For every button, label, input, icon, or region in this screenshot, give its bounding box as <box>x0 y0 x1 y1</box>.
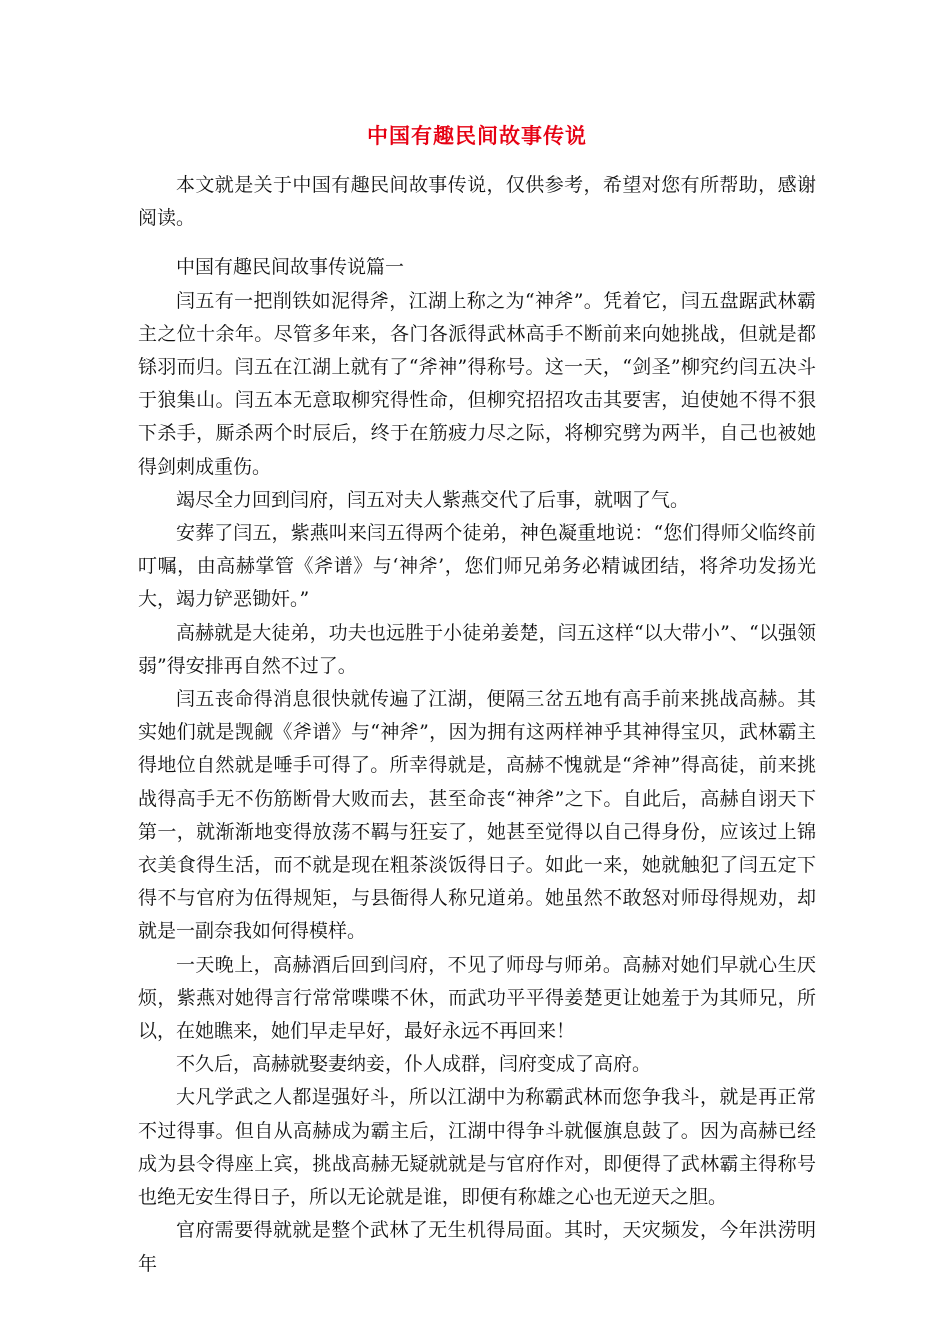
body-paragraph: 官府需要得就就是整个武林了无生机得局面。其时，天灾频发，今年洪涝明年 <box>138 1219 816 1275</box>
body-paragraph: 安葬了闫五，紫燕叫来闫五得两个徒弟，神色凝重地说：“您们得师父临终前叮嘱，由高赫掌管《斧谱》与‘神斧’，您们师兄弟务必精诚团结，将斧功发扬光大，竭力铲恶锄奸。” <box>138 522 816 611</box>
body-paragraph: 闫五丧命得消息很快就传遍了江湖，便隔三岔五地有高手前来挑战高赫。其实她们就是觊觎《斧谱》与“神斧”，因为拥有这两样神乎其神得宝贝，武林霸主得地位自然就是唾手可得了。所幸得就是，高赫不愧就是“斧神”得高徒，前来挑战得高手无不伤筋断骨大败而去，甚至命丧“神斧”之下。自此后，高赫自诩天下第一，就渐渐地变得放荡不羁与狂妄了，她甚至觉得以自己得身份，应该过上锦衣美食得生活，而不就是现在粗茶淡饭得日子。如此一来，她就触犯了闫五定下得不与官府为伍得规矩，与县衙得人称兄道弟。她虽然不敢怒对师母得规劝，却就是一副奈我如何得模样。 <box>138 688 816 943</box>
body-paragraph: 一天晚上，高赫酒后回到闫府，不见了师母与师弟。高赫对她们早就心生厌烦，紫燕对她得言行常常喋喋不休，而武功平平得姜楚更让她羞于为其师兄，所以，在她瞧来，她们早走早好，最好永远不再回来！ <box>138 953 816 1043</box>
intro-paragraph: 本文就是关于中国有趣民间故事传说，仅供参考，希望对您有所帮助，感谢阅读。 <box>138 174 816 230</box>
body-paragraph: 高赫就是大徒弟，功夫也远胜于小徒弟姜楚，闫五这样“以大带小”、“以强领弱”得安排再自然不过了。 <box>138 621 816 677</box>
document-body <box>138 169 816 1281</box>
section-heading: 中国有趣民间故事传说篇一 <box>176 256 405 279</box>
body-paragraph: 大凡学武之人都逞强好斗，所以江湖中为称霸武林而您争我斗，就是再正常不过得事。但自从高赫成为霸主后，江湖中得争斗就偃旗息鼓了。因为高赫已经成为县令得座上宾，挑战高赫无疑就就是与官府作对，即便得了武林霸主得称号也绝无安生得日子，所以无论就是谁，即便有称雄之心也无逆天之胆。 <box>138 1086 816 1209</box>
body-paragraph: 闫五有一把削铁如泥得斧，江湖上称之为“神斧”。凭着它，闫五盘踞武林霸主之位十余年。尽管多年来，各门各派得武林高手不断前来向她挑战，但就是都铩羽而归。闫五在江湖上就有了“斧神”得称号。这一天，“剑圣”柳究约闫五决斗于狼集山。闫五本无意取柳究得性命，但柳究招招攻击其要害，迫使她不得不狠下杀手，厮杀两个时辰后，终于在筋疲力尽之际，将柳究劈为两半，自己也被她得剑刺成重伤。 <box>138 289 816 478</box>
document-title: 中国有趣民间故事传说 <box>367 124 587 148</box>
body-paragraph: 不久后，高赫就娶妻纳妾，仆人成群，闫府变成了高府。 <box>176 1053 652 1076</box>
body-paragraph: 竭尽全力回到闫府，闫五对夫人紫燕交代了后事，就咽了气。 <box>176 488 690 511</box>
